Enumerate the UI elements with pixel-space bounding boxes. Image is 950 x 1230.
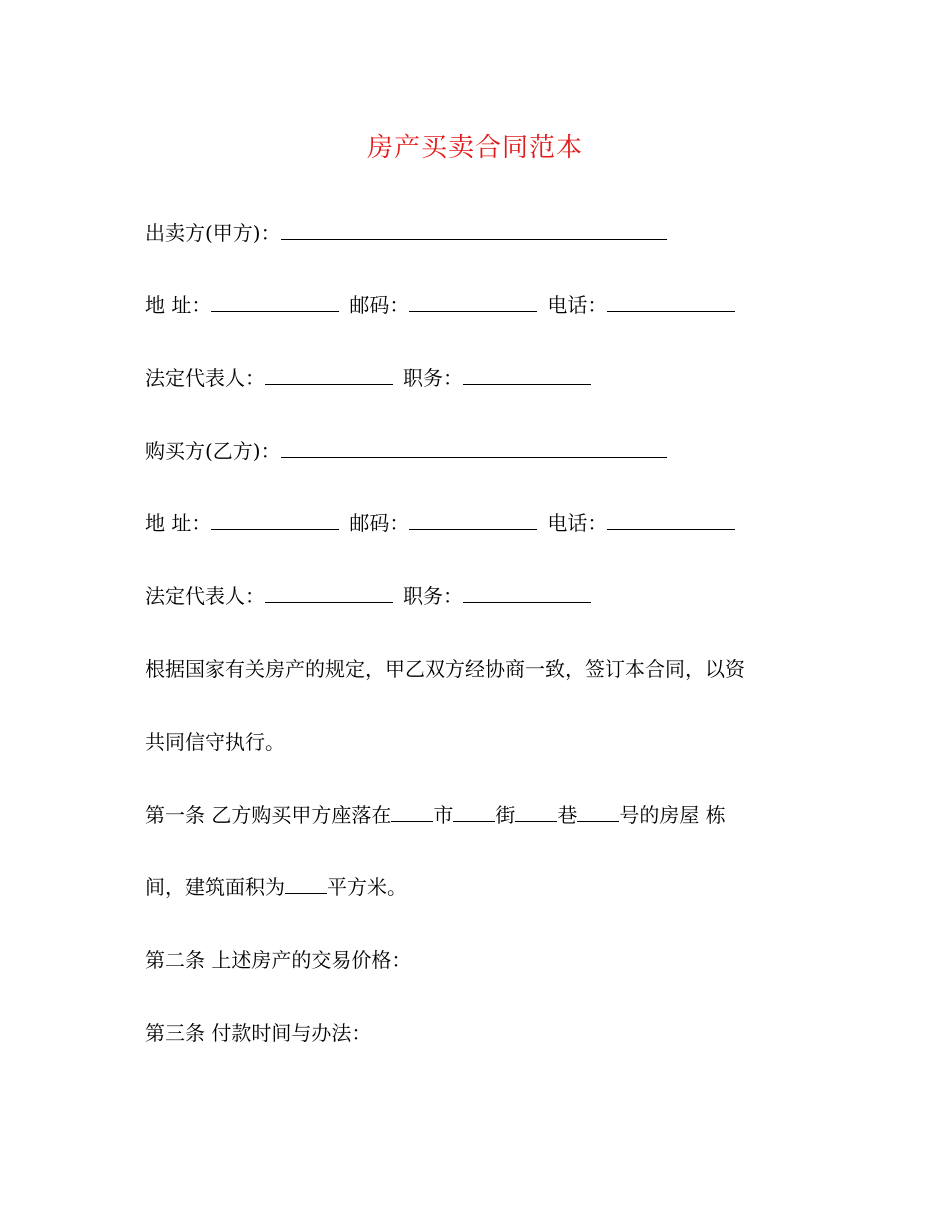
- buyer-phone-blank: [607, 511, 735, 530]
- buyer-postcode-label: 邮码：: [349, 511, 410, 535]
- street-blank: [453, 803, 495, 822]
- seller-phone-label: 电话：: [547, 293, 608, 317]
- seller-postcode-label: 邮码：: [349, 293, 410, 317]
- seller-contact-line: [145, 290, 735, 320]
- buyer-postcode-blank: [409, 511, 537, 530]
- seller-position-blank: [463, 366, 591, 385]
- buyer-address-blank: [211, 511, 339, 530]
- seller-address-blank: [211, 293, 339, 312]
- seller-label: 出卖方(甲方)：: [145, 221, 281, 245]
- article-1-prefix: 第一条 乙方购买甲方座落在: [145, 803, 392, 827]
- article-1-lane: 巷: [557, 803, 578, 827]
- buyer-label: 购买方(乙方)：: [145, 439, 281, 463]
- intro-paragraph-line-2: 共同信守执行。: [145, 730, 285, 754]
- buyer-rep-line: [145, 581, 591, 611]
- buyer-name-blank: [281, 439, 667, 458]
- article-1-line-1: [145, 800, 726, 830]
- lane-blank: [515, 803, 557, 822]
- city-blank: [391, 803, 433, 822]
- number-blank: [577, 803, 619, 822]
- article-1-line-2-suffix: 平方米。: [327, 875, 407, 899]
- seller-phone-blank: [607, 293, 735, 312]
- buyer-legal-rep-label: 法定代表人：: [145, 584, 265, 608]
- article-1-city: 市: [433, 803, 454, 827]
- seller-legal-rep-blank: [265, 366, 393, 385]
- buyer-line: [145, 436, 667, 466]
- article-1-line-2: [145, 872, 407, 902]
- seller-position-label: 职务：: [403, 366, 463, 390]
- article-1-suffix: 号的房屋 栋: [619, 803, 726, 827]
- seller-legal-rep-label: 法定代表人：: [145, 366, 265, 390]
- article-3: 第三条 付款时间与办法：: [145, 1021, 372, 1045]
- article-1-street: 街: [495, 803, 516, 827]
- seller-rep-line: [145, 363, 591, 393]
- document-title: 房产买卖合同范本: [366, 133, 583, 163]
- seller-name-blank: [281, 221, 667, 240]
- article-2: 第二条 上述房产的交易价格：: [145, 948, 412, 972]
- buyer-contact-line: [145, 508, 735, 538]
- seller-line: [145, 218, 667, 248]
- area-blank: [285, 875, 327, 894]
- buyer-phone-label: 电话：: [547, 511, 608, 535]
- seller-address-label: 地 址：: [145, 293, 212, 317]
- buyer-legal-rep-blank: [265, 584, 393, 603]
- intro-paragraph-line-1: 根据国家有关房产的规定，甲乙双方经协商一致，签订本合同，以资: [145, 657, 745, 681]
- buyer-position-label: 职务：: [403, 584, 463, 608]
- buyer-position-blank: [463, 584, 591, 603]
- buyer-address-label: 地 址：: [145, 511, 212, 535]
- article-1-line-2-prefix: 间，建筑面积为: [145, 875, 285, 899]
- seller-postcode-blank: [409, 293, 537, 312]
